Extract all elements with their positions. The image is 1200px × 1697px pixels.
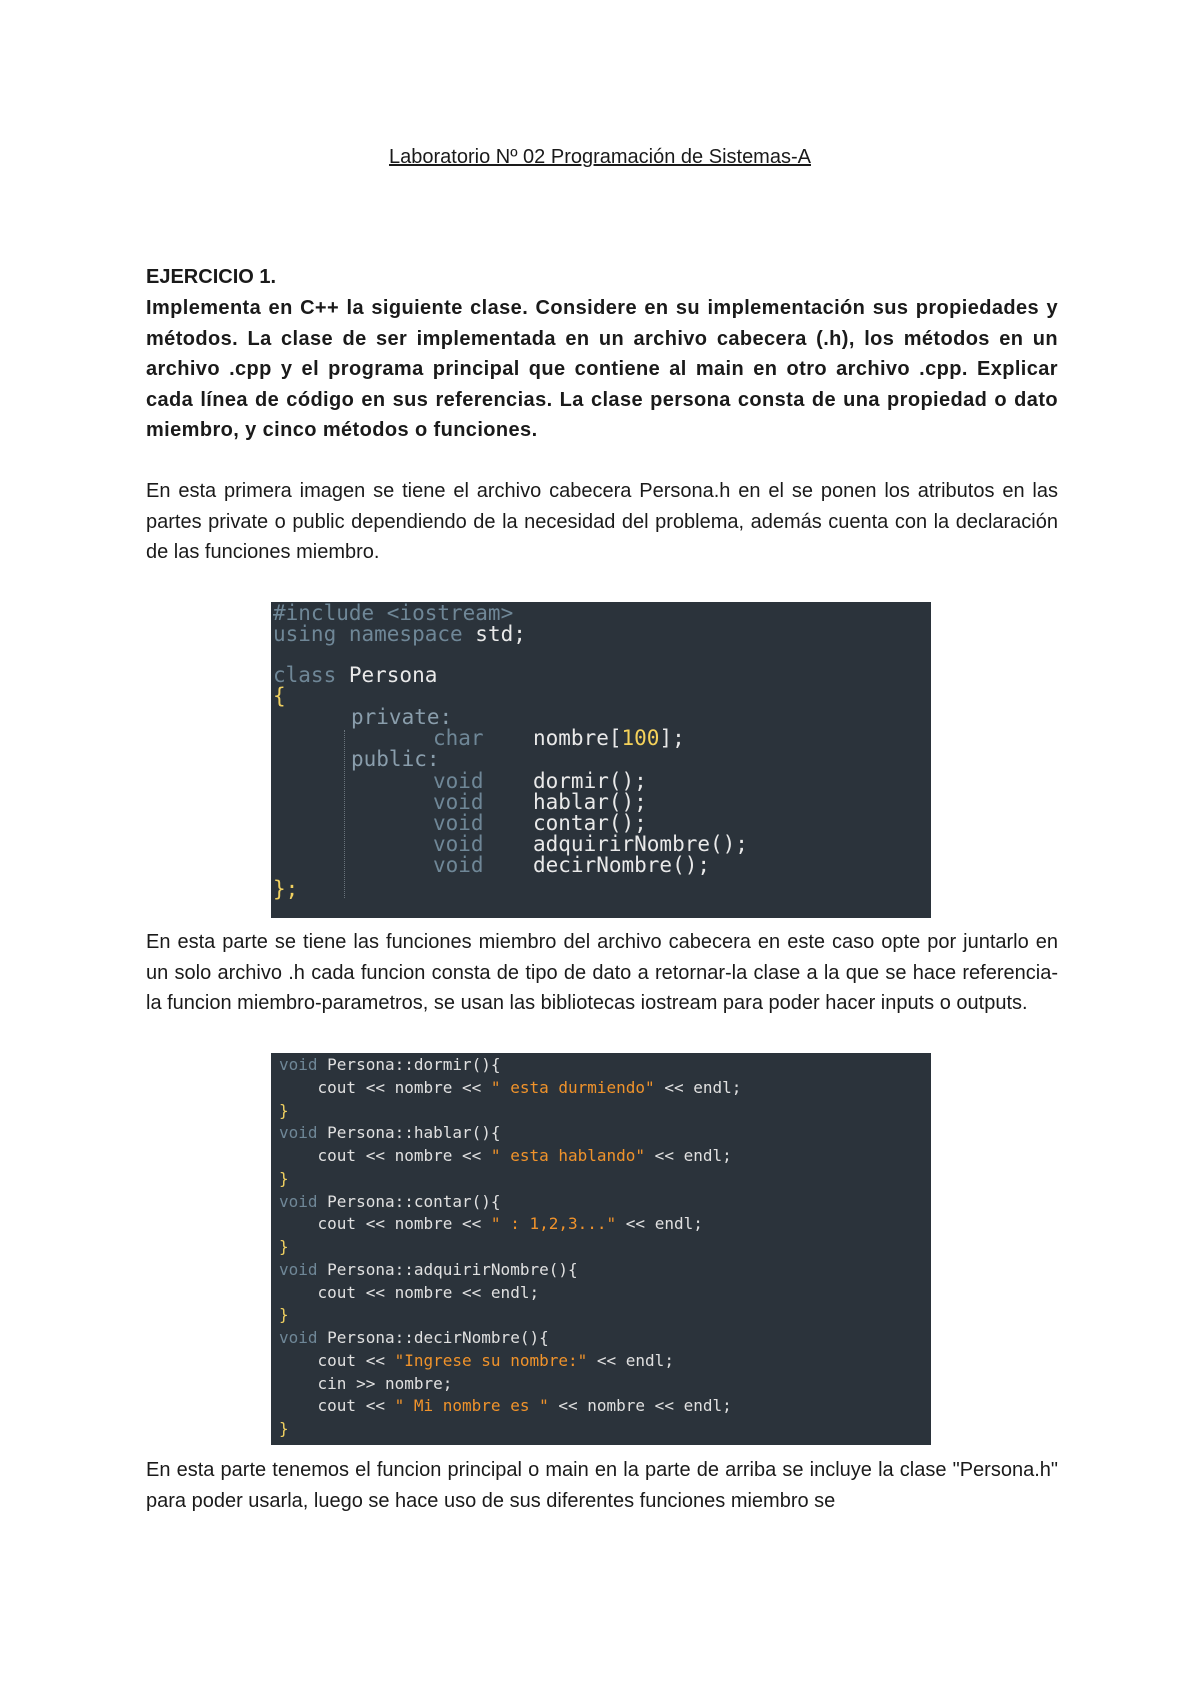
code-line: cout << nombre << " esta durmiendo" << endl; (279, 1078, 742, 1097)
exercise-statement: Implementa en C++ la siguiente clase. Considere en su implementación sus propiedades y métodos. La clase de ser implementada en un archivo cabecera (.h), los métodos en un archivo .cpp y el programa principal que contiene al main en otro archivo .cpp. Explicar cada línea de código en sus referencias. La clase persona consta de una propiedad o dato miembro, y cinco métodos o funciones. (146, 297, 1058, 441)
code-line: void Persona::hablar(){ (279, 1123, 501, 1142)
code-line: hablar(); (533, 790, 647, 814)
code-line: decirNombre(); (533, 853, 711, 877)
code-line: class Persona (273, 663, 438, 687)
code-line: cout << nombre << " : 1,2,3..." << endl; (279, 1214, 703, 1233)
code-line: void Persona::contar(){ (279, 1192, 501, 1211)
code-line: void (433, 790, 484, 814)
code-image-header (271, 602, 931, 918)
code-line: adquirirNombre(); (533, 832, 748, 856)
code-line: void (433, 832, 484, 856)
code-line: } (279, 1237, 289, 1256)
code-line: cout << "Ingrese su nombre:" << endl; (279, 1351, 674, 1370)
code-line: void Persona::dormir(){ (279, 1055, 501, 1074)
code-line: } (279, 1305, 289, 1324)
code-line: void Persona::decirNombre(){ (279, 1328, 549, 1347)
code-line: #include <iostream> (273, 602, 514, 625)
code-line: } (279, 1419, 289, 1438)
paragraph-main-function: En esta parte tenemos el funcion principal o main en la parte de arriba se incluye la clase "Persona.h" para poder usarla, luego se hace uso de sus diferentes funciones miembro se (146, 1459, 1058, 1512)
code-line: dormir(); (533, 769, 647, 793)
code-line: cout << " Mi nombre es " << nombre << endl; (279, 1396, 732, 1415)
code-line: void (433, 811, 484, 835)
code-line: cout << nombre << endl; (279, 1283, 540, 1302)
exercise-heading: EJERCICIO 1. (146, 266, 277, 288)
code-line: private: (351, 705, 453, 729)
code-line: void Persona::adquirirNombre(){ (279, 1260, 578, 1279)
code-line: nombre[100]; (533, 726, 685, 750)
code-line: contar(); (533, 811, 647, 835)
code-line: }; (273, 877, 299, 901)
code-line: cin >> nombre; (279, 1374, 453, 1393)
code-line: using namespace std; (273, 622, 526, 646)
paragraph-header-file: En esta primera imagen se tiene el archivo cabecera Persona.h en el se ponen los atributos en las partes private o public dependiendo de la necesidad del problema, además cuenta con la declaración de las funciones miembro. (146, 480, 1058, 563)
code-line: } (279, 1169, 289, 1188)
page-title: Laboratorio Nº 02 Programación de Sistemas-A (389, 146, 811, 168)
code-image-implementation (271, 1053, 931, 1445)
code-line: void (433, 769, 484, 793)
code-line: } (279, 1101, 289, 1120)
code-line: void (433, 853, 484, 877)
code-line: char (433, 726, 484, 750)
code-line: public: (351, 747, 440, 771)
paragraph-member-functions: En esta parte se tiene las funciones miembro del archivo cabecera en este caso opte por juntarlo en un solo archivo .h cada funcion consta de tipo de dato a retornar-la clase a la que se hace referencia-la funcion miembro-parametros, se usan las bibliotecas iostream para poder hacer inputs o outputs. (146, 931, 1058, 1014)
code-line: cout << nombre << " esta hablando" << endl; (279, 1146, 732, 1165)
code-line: { (273, 684, 286, 708)
